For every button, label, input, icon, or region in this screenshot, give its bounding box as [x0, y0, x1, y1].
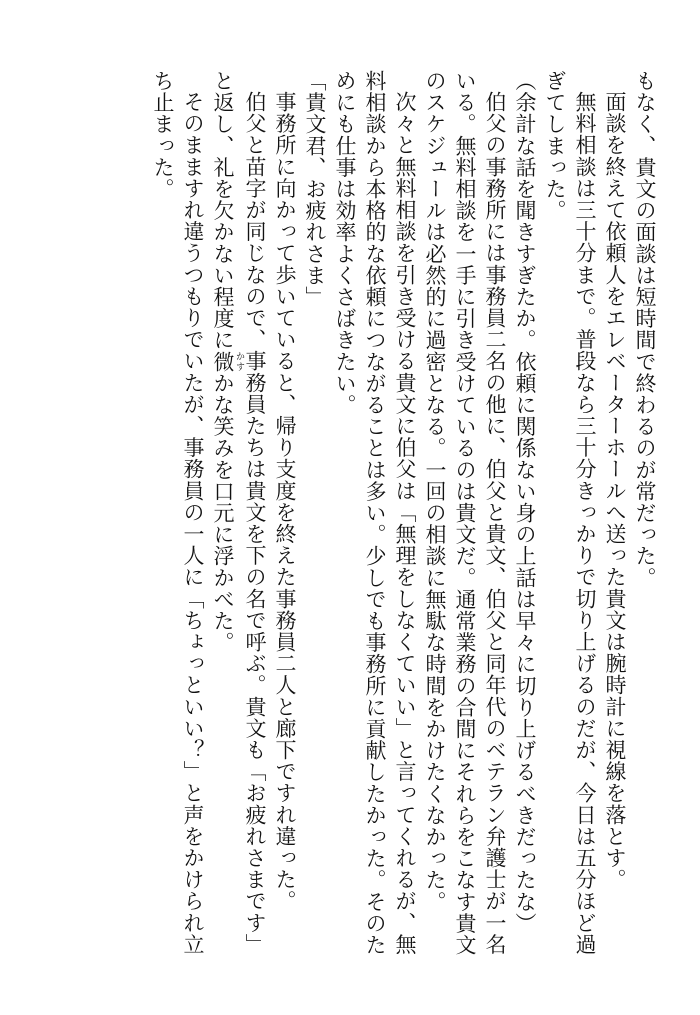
paragraph-9 — [208, 70, 270, 970]
paragraph-4-inner-thought: （余計な話を聞きすぎたか。依頼に関係ない身の上話は早々に切り上げるべきだったな） — [513, 70, 537, 934]
ruby-text: かす — [234, 350, 244, 373]
paragraph-8: 事務所に向かって歩いていると、帰り支度を終えた事務員二人と廊下ですれ違った。 — [273, 91, 297, 912]
paragraph-5: 伯父の事務所には事務員二名の他に、伯父と貴文、伯父と同年代のベテラン弁護士が一名いる。無料相談を一手に引き受けているのは貴文だ。通常業務の合間にそれらをこなす貴文のスケジュールは必然的に過密となる。一回の相談に無駄な時間をかけたくなかった。 — [423, 70, 507, 956]
ruby-kasu — [211, 350, 244, 373]
paragraph-9-after: かな笑みを口元に浮かべた。 — [211, 372, 235, 654]
vertical-text-body — [60, 70, 660, 970]
paragraph-7-dialogue: 「貴文君、お疲れさま」 — [303, 70, 327, 308]
paragraph-10: そのまますれ違うつもりでいたが、事務員の一人に「ちょっといい？」と声をかけられ立ち止まった。 — [151, 70, 205, 955]
ruby-base: 微 — [211, 350, 235, 373]
paragraph-1: もなく、貴文の面談は短時間で終わるのが常だった。 — [633, 70, 657, 589]
paragraph-6: 次々と無料相談を引き受ける貴文に伯父は「無理をしなくていい」と言ってくれるが、無料相談から本格的な依頼につながることは多い。少しでも事務所に貢献したかった。そのためにも仕事は効率よくさばきたい。 — [333, 70, 417, 956]
paragraph-3: 無料相談は三十分まで。普段なら三十分きっかりで切り上げるのだが、今日は五分ほど過ぎてしまった。 — [543, 70, 597, 955]
paragraph-9-before: 伯父と苗字が同じなので、事務員たちは貴文を下の名で呼ぶ。貴文も「お疲れさまです」と返し、礼を欠かない程度に — [211, 70, 267, 955]
paragraph-2: 面談を終えて依頼人をエレベーターホールへ送った貴文は腕時計に視線を落とす。 — [603, 91, 627, 891]
